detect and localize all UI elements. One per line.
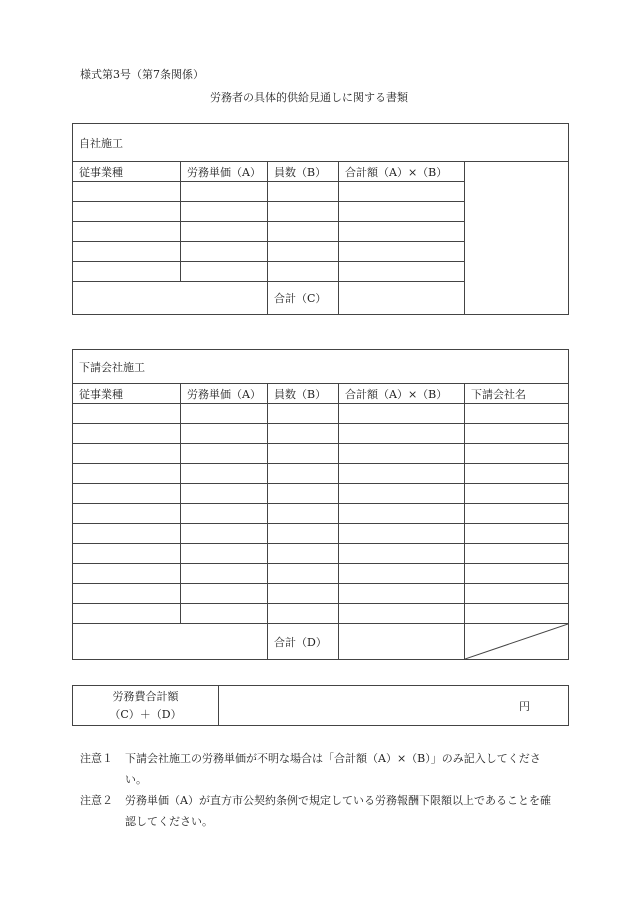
self-blank-area: [465, 162, 569, 315]
note-1-label: 注意１: [80, 752, 113, 765]
table-row: [73, 524, 569, 544]
self-construction-table: [72, 123, 569, 315]
table-row: [73, 404, 569, 424]
sub-subtotal-label: 合計（D）: [268, 624, 339, 660]
col-header-subcontractor-name: 下請会社名: [465, 384, 569, 404]
table-row: [73, 564, 569, 584]
col-header-headcount: 員数（B）: [268, 384, 339, 404]
total-labor-cost-table: [72, 685, 569, 726]
table-row: [73, 544, 569, 564]
notes: [80, 748, 560, 832]
col-header-amount: 合計額（A）×（B）: [339, 162, 465, 182]
subcontractor-table: [72, 349, 569, 660]
sub-subtotal-spacer: [73, 624, 268, 660]
col-header-unit-price: 労務単価（A）: [181, 162, 268, 182]
total-amount-field[interactable]: [219, 686, 569, 726]
form-number: 様式第3号（第7条関係）: [80, 68, 204, 81]
table-row: [73, 504, 569, 524]
document-title: 労務者の具体的供給見通しに関する書類: [210, 91, 408, 104]
sub-caption: 下請会社施工: [73, 350, 569, 384]
col-header-unit-price: 労務単価（A）: [181, 384, 268, 404]
note-2: [80, 790, 560, 832]
col-header-headcount: 員数（B）: [268, 162, 339, 182]
self-caption: 自社施工: [73, 124, 569, 162]
table-row: [73, 424, 569, 444]
col-header-trade: 従事業種: [73, 384, 181, 404]
table-row: [73, 484, 569, 504]
col-header-trade: 従事業種: [73, 162, 181, 182]
note-1: [80, 748, 560, 790]
table-row: [73, 604, 569, 624]
diagonal-slash-cell: [465, 624, 569, 660]
total-label-line2: （C）＋（D）: [109, 707, 182, 721]
diagonal-line: [465, 624, 568, 659]
self-subtotal-value[interactable]: [339, 282, 465, 315]
total-label-line1: 労務費合計額: [112, 689, 179, 703]
sub-subtotal-value[interactable]: [339, 624, 465, 660]
self-subtotal-label: 合計（C）: [268, 282, 339, 315]
self-subtotal-spacer: [73, 282, 268, 315]
note-2-label: 注意２: [80, 794, 113, 807]
table-row: [73, 444, 569, 464]
yen-unit: 円: [519, 699, 530, 713]
note-2-text: 労務単価（A）が直方市公契約条例で規定している労務報酬下限額以上であることを確認してください。: [125, 794, 551, 828]
table-row: [73, 584, 569, 604]
col-header-amount: 合計額（A）×（B）: [339, 384, 465, 404]
total-label: [73, 686, 219, 726]
note-1-text: 下請会社施工の労務単価が不明な場合は「合計額（A）×（B）」のみ記入してください。: [125, 752, 541, 786]
table-row: [73, 464, 569, 484]
